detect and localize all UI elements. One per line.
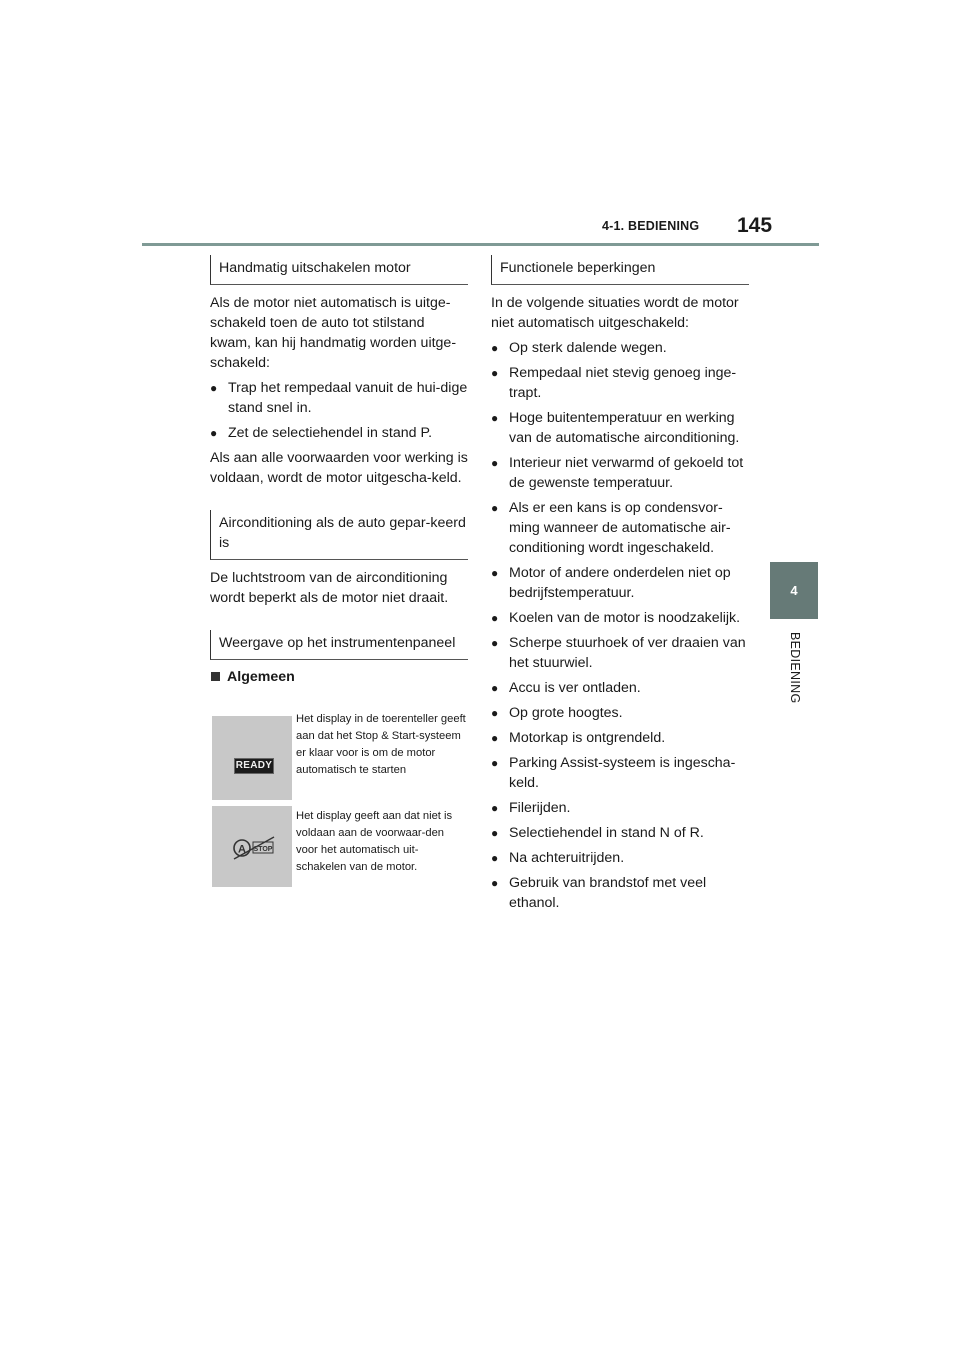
paragraph-situations: In de volgende situaties wordt de motor niet automatisch uitgeschakeld: xyxy=(491,295,739,331)
list-item: ● Rempedaal niet stevig genoeg inge-trapt. xyxy=(491,363,749,403)
list-item: ● Zet de selectiehendel in stand P. xyxy=(210,423,468,443)
list-item: ● Na achteruitrijden. xyxy=(491,848,749,868)
list-item: ● Filerijden. xyxy=(491,798,749,818)
heading-instrument-display: Weergave op het instrumentenpaneel xyxy=(210,630,468,660)
heading-functional-limits: Functionele beperkingen xyxy=(491,255,749,285)
svg-text:A: A xyxy=(238,843,246,856)
stop-display-image xyxy=(212,806,292,887)
header-divider xyxy=(142,243,819,246)
paragraph-conditions: Als aan alle voorwaarden voor werking is voldaan, wordt de motor uitgescha-keld. xyxy=(210,450,468,486)
list-item: ● Interieur niet verwarmd of gekoeld tot de gewenste temperatuur. xyxy=(491,453,749,493)
ready-indicator: READY xyxy=(234,758,274,774)
paragraph-manual-shutdown: Als de motor niet automatisch is uitge-schakeld toen de auto tot stilstand kwam, kan hij handmatig worden uitge-schakeld: xyxy=(210,295,457,371)
svg-text:STOP: STOP xyxy=(253,846,273,853)
ready-display-image xyxy=(212,716,292,800)
auto-stop-icon xyxy=(212,806,292,887)
bullet-list-limits xyxy=(491,338,749,913)
list-item: ● Motor of andere onderdelen niet op bedrijfstemperatuur. xyxy=(491,563,749,603)
list-item: ● Gebruik van brandstof met veel ethanol. xyxy=(491,873,749,913)
list-item: ● Accu is ver ontladen. xyxy=(491,678,749,698)
stop-description: Het display geeft aan dat niet is voldaan aan de voorwaar-den voor het automatisch uit-schakelen van de motor. xyxy=(296,810,453,873)
page-number: 145 xyxy=(737,214,773,237)
heading-manual-shutdown: Handmatig uitschakelen motor xyxy=(210,255,468,285)
left-column xyxy=(210,255,468,687)
list-item: ● Trap het rempedaal vanuit de hui-dige stand snel in. xyxy=(210,378,468,418)
subheading-general: Algemeen xyxy=(210,667,468,687)
section-title: 4-1. BEDIENING xyxy=(602,219,700,233)
paragraph-airflow: De luchtstroom van de airconditioning wordt beperkt als de motor niet draait. xyxy=(210,570,449,606)
list-item: ● Als er een kans is op condensvor-ming wanneer de automatische air-conditioning wordt ingeschakeld. xyxy=(491,498,749,558)
right-column xyxy=(491,255,749,913)
list-item: ● Koelen van de motor is noodzakelijk. xyxy=(491,608,749,628)
list-item: ● Hoge buitentemperatuur en werking van de automatische airconditioning. xyxy=(491,408,749,448)
list-item: ● Scherpe stuurhoek of ver draaien van het stuurwiel. xyxy=(491,633,749,673)
chapter-side-label: BEDIENING xyxy=(788,632,802,704)
chapter-tab: 4 xyxy=(770,562,818,619)
ready-description: Het display in de toerenteller geeft aan dat het Stop & Start-systeem er klaar voor is om de motor automatisch te starten xyxy=(296,713,466,776)
list-item: ● Selectiehendel in stand N of R. xyxy=(491,823,749,843)
bullet-list-manual xyxy=(210,378,468,443)
list-item: ● Parking Assist-systeem is ingescha-keld. xyxy=(491,753,749,793)
list-item: ● Op sterk dalende wegen. xyxy=(491,338,749,358)
list-item: ● Motorkap is ontgrendeld. xyxy=(491,728,749,748)
list-item: ● Op grote hoogtes. xyxy=(491,703,749,723)
heading-airconditioning: Airconditioning als de auto gepar-keerd is xyxy=(210,510,468,560)
